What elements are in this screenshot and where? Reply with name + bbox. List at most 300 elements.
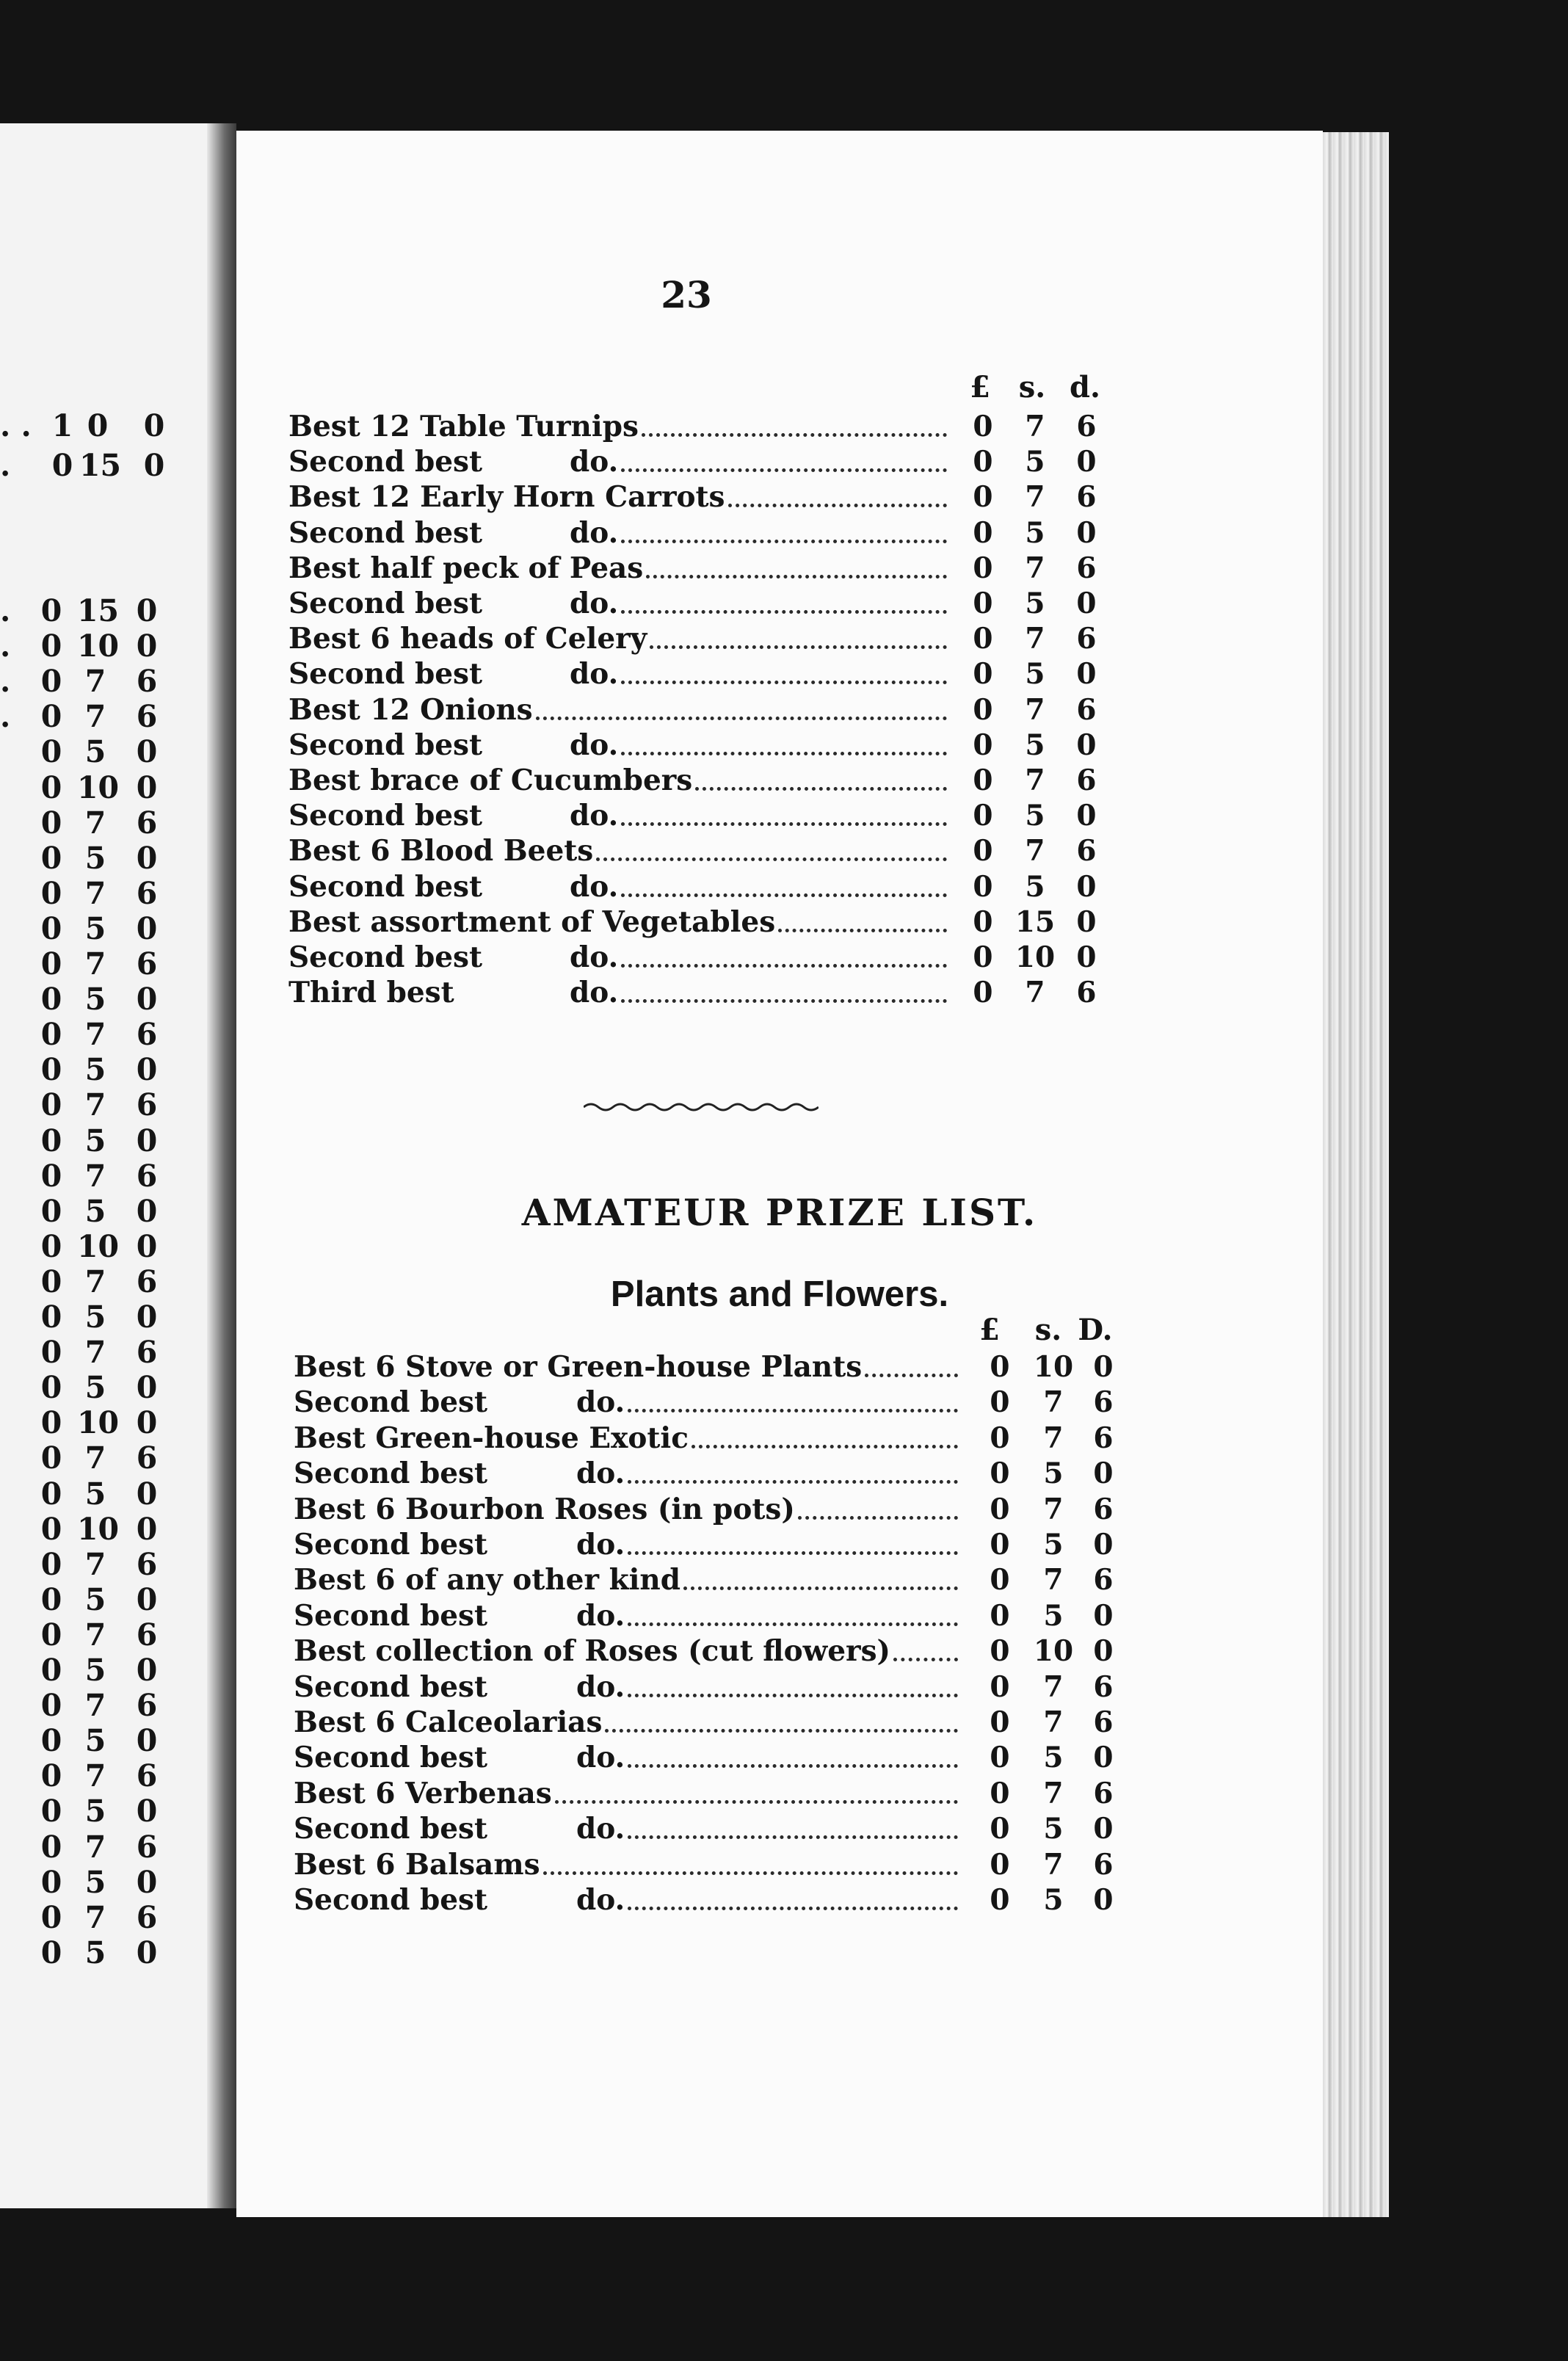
pounds-value: 0: [40, 1581, 62, 1617]
ditto-mark: do.: [576, 1741, 625, 1775]
shillings-value: 5: [84, 734, 106, 770]
pounds-value: 0: [40, 1511, 62, 1547]
pounds-value: 0: [40, 1228, 62, 1264]
prize-item-label: Second best: [294, 1457, 487, 1491]
prize-item-label: Best Green-house Exotic: [294, 1421, 689, 1455]
prize-row: [294, 1527, 1125, 1562]
prize-row: [288, 763, 1108, 798]
leader-dots: .: [0, 628, 11, 664]
leader-dots: .: [0, 448, 11, 483]
dot-leader: [692, 1445, 958, 1448]
pounds-value: 0: [990, 1812, 1010, 1846]
prize-item-label: Best 12 Table Turnips: [288, 410, 639, 443]
prize-item-label: Second best: [288, 940, 482, 974]
left-table-row: [0, 448, 176, 483]
shillings-value: 7: [1043, 1776, 1064, 1810]
pence-value: 0: [1093, 1528, 1114, 1562]
prize-row: [294, 1882, 1125, 1918]
left-table-row: [0, 1900, 176, 1935]
dot-leader: [621, 540, 947, 543]
dot-leader: [605, 1729, 958, 1733]
dot-leader: [646, 575, 947, 579]
pence-value: 0: [136, 1794, 158, 1829]
pence-value: 6: [1093, 1421, 1114, 1455]
pence-value: 0: [1076, 869, 1097, 904]
shillings-value: 5: [84, 1723, 106, 1759]
prize-row: [288, 515, 1108, 551]
pence-value: 6: [1093, 1563, 1114, 1597]
ditto-mark: do.: [570, 445, 619, 479]
prize-item-label: Best 6 Balsams: [294, 1847, 540, 1882]
pounds-value: 0: [40, 1087, 62, 1123]
pounds-value: 0: [973, 551, 993, 585]
pounds-value: 0: [40, 1017, 62, 1053]
pounds-value: 0: [990, 1598, 1010, 1633]
left-table-row: [0, 1087, 176, 1123]
pounds-value: 0: [40, 840, 62, 876]
left-table-row: [0, 1158, 176, 1194]
pence-value: 0: [136, 910, 158, 946]
shillings-value: 7: [84, 1335, 106, 1371]
prize-row: [294, 1562, 1125, 1597]
left-table-row: [0, 1865, 176, 1900]
pounds-value: 0: [40, 946, 62, 982]
shillings-value: 5: [84, 982, 106, 1018]
prize-item-label: Best 6 Stove or Green-house Plants: [294, 1350, 863, 1384]
pounds-value: 0: [973, 515, 993, 550]
pence-value: 0: [1076, 799, 1097, 833]
prize-row: [288, 728, 1108, 763]
prize-row: [294, 1492, 1125, 1527]
shillings-value: 10: [77, 1228, 120, 1264]
left-table-row: [0, 805, 176, 841]
dot-leader: [893, 1658, 958, 1661]
pence-value: 6: [1093, 1776, 1114, 1810]
pounds-value: 0: [990, 1421, 1010, 1455]
shillings-value: 5: [1025, 657, 1045, 692]
prize-item-label: Best half peck of Peas: [288, 551, 644, 585]
pounds-value: 0: [40, 1758, 62, 1794]
shillings-value: 5: [84, 1794, 106, 1829]
prize-row: [294, 1633, 1125, 1669]
pounds-value: 0: [40, 1335, 62, 1371]
pounds-value: 0: [973, 976, 993, 1010]
pounds-value: 0: [51, 448, 73, 483]
shillings-value: 7: [84, 1017, 106, 1053]
left-table-row: [0, 1829, 176, 1865]
pounds-value: 0: [40, 769, 62, 805]
shillings-value: 7: [84, 1546, 106, 1582]
prize-row: [294, 1740, 1125, 1775]
pounds-value: 0: [990, 1350, 1010, 1384]
pounds-value: 0: [40, 734, 62, 770]
prize-row: [288, 409, 1108, 444]
dot-leader: [865, 1374, 958, 1377]
pence-value: 0: [136, 1723, 158, 1759]
shillings-value: 5: [1025, 515, 1045, 550]
left-table-row: [0, 1052, 176, 1087]
pounds-value: 0: [990, 1457, 1010, 1491]
ditto-mark: do.: [576, 1883, 625, 1917]
left-table-row: [0, 1512, 176, 1547]
left-table-row: [0, 841, 176, 876]
left-table-row: [0, 1688, 176, 1723]
dot-leader: [536, 717, 947, 720]
pounds-value: 0: [40, 1263, 62, 1299]
shillings-value: 15: [77, 593, 120, 628]
pounds-value: 0: [40, 1653, 62, 1688]
pence-value: 0: [1093, 1883, 1114, 1917]
shillings-value: 10: [77, 1511, 120, 1547]
pence-value: 6: [1093, 1669, 1114, 1704]
prize-item-label: Second best: [294, 1669, 487, 1704]
pounds-value: 0: [990, 1883, 1010, 1917]
shillings-value: 10: [1015, 940, 1056, 974]
pence-value: 6: [1093, 1385, 1114, 1420]
pence-value: 6: [1076, 410, 1097, 443]
ditto-mark: do.: [576, 1598, 625, 1633]
pence-value: 6: [1093, 1492, 1114, 1526]
dot-leader: [728, 504, 947, 507]
ditto-mark: do.: [570, 940, 619, 974]
pounds-header: £: [979, 1313, 1000, 1347]
pence-value: 6: [1076, 764, 1097, 797]
prize-row: [288, 833, 1108, 868]
pounds-value: 0: [990, 1705, 1010, 1739]
page-edges: [1323, 132, 1389, 2217]
pounds-value: 0: [40, 1158, 62, 1194]
pounds-value: 0: [973, 657, 993, 692]
dot-leader: [778, 929, 947, 932]
pounds-value: 0: [40, 664, 62, 700]
prize-item-label: Best 12 Onions: [288, 692, 533, 727]
ditto-mark: do.: [576, 1385, 625, 1420]
dot-leader: [642, 433, 947, 437]
section-subtitle: Plants and Flowers.: [610, 1274, 949, 1314]
pounds-value: 0: [973, 410, 993, 443]
pounds-value: 0: [40, 628, 62, 664]
dot-leader: [543, 1871, 958, 1875]
pounds-value: 0: [40, 1794, 62, 1829]
prize-item-label: Second best: [288, 445, 482, 479]
dot-leader: [621, 681, 947, 684]
pence-value: 0: [136, 982, 158, 1018]
pence-value: 6: [1093, 1847, 1114, 1882]
left-table-row: [0, 1935, 176, 1970]
pence-value: 0: [1076, 587, 1097, 620]
pence-value: 6: [136, 805, 158, 841]
left-table-row: [0, 1229, 176, 1264]
shillings-value: 5: [84, 1581, 106, 1617]
pence-value: 0: [1076, 515, 1097, 550]
shillings-value: 5: [1025, 869, 1045, 904]
prize-row: [288, 869, 1108, 904]
shillings-value: 5: [84, 1864, 106, 1900]
shillings-value: 7: [84, 805, 106, 841]
shillings-value: 7: [1043, 1421, 1064, 1455]
pence-value: 6: [1076, 622, 1097, 656]
pence-value: 6: [136, 1158, 158, 1194]
pence-value: 0: [1076, 904, 1097, 939]
pence-value: 0: [136, 1370, 158, 1406]
shillings-value: 7: [84, 1829, 106, 1865]
prize-row: [288, 621, 1108, 656]
pence-value: 0: [1093, 1457, 1114, 1491]
pounds-value: 0: [40, 982, 62, 1018]
pounds-value: 0: [973, 692, 993, 727]
pence-value: 0: [1093, 1350, 1114, 1384]
shillings-value: 5: [1025, 587, 1045, 620]
ditto-mark: do.: [576, 1528, 625, 1562]
pounds-value: 0: [40, 593, 62, 628]
shillings-value: 7: [1025, 764, 1045, 797]
prize-item-label: Best brace of Cucumbers: [288, 764, 693, 797]
prize-row: [294, 1456, 1125, 1491]
shillings-value: 7: [1043, 1385, 1064, 1420]
shillings-value: 5: [84, 1052, 106, 1088]
pence-value: 6: [1076, 834, 1097, 868]
shillings-value: 10: [77, 628, 120, 664]
pence-value: 6: [1093, 1705, 1114, 1739]
dot-leader: [621, 999, 947, 1003]
pounds-value: 0: [973, 480, 993, 515]
shillings-value: 7: [1043, 1669, 1064, 1704]
shillings-value: 7: [1025, 834, 1045, 868]
shillings-value: 7: [84, 875, 106, 911]
ditto-mark: do.: [570, 799, 619, 833]
section-title: AMATEUR PRIZE LIST.: [521, 1191, 1038, 1234]
pounds-value: 0: [40, 1193, 62, 1229]
pence-header: d.: [1070, 370, 1100, 405]
prize-item-label: Best assortment of Vegetables: [288, 904, 776, 939]
prize-row: [294, 1385, 1125, 1420]
prize-row: [294, 1669, 1125, 1705]
prize-row: [294, 1705, 1125, 1740]
pounds-value: 0: [973, 728, 993, 762]
prize-item-label: Second best: [294, 1528, 487, 1562]
shillings-value: 5: [84, 1123, 106, 1158]
pounds-value: 0: [40, 805, 62, 841]
dot-leader: [628, 1480, 958, 1484]
left-table-row: [0, 664, 176, 699]
pence-value: 0: [1076, 657, 1097, 692]
left-table-row: [0, 1370, 176, 1405]
dot-leader: [628, 1764, 958, 1768]
left-table-row: [0, 1617, 176, 1653]
pounds-value: 0: [40, 1052, 62, 1088]
pence-value: 0: [143, 408, 165, 443]
pence-value: 0: [136, 769, 158, 805]
pounds-value: 0: [973, 834, 993, 868]
pence-value: 6: [1076, 551, 1097, 585]
pence-value: 0: [136, 1193, 158, 1229]
left-table-row: [0, 699, 176, 734]
left-table-row: [0, 1194, 176, 1229]
dot-leader: [798, 1516, 958, 1520]
shillings-value: 7: [1025, 976, 1045, 1010]
shillings-value: 7: [84, 664, 106, 700]
pence-value: 0: [136, 628, 158, 664]
leader-dots: .: [0, 664, 11, 700]
prize-item-label: Second best: [288, 657, 482, 692]
pence-header: D.: [1078, 1313, 1113, 1347]
pence-value: 0: [136, 1653, 158, 1688]
ditto-mark: do.: [570, 976, 619, 1010]
left-table-row: [0, 1335, 176, 1370]
prize-item-label: Second best: [294, 1812, 487, 1846]
leader-dots: . .: [0, 408, 32, 443]
pence-value: 0: [136, 1581, 158, 1617]
ditto-mark: do.: [570, 728, 619, 762]
left-table-row: [0, 1123, 176, 1158]
shillings-value: 7: [1043, 1563, 1064, 1597]
pence-value: 6: [136, 1899, 158, 1935]
pence-value: 6: [136, 1829, 158, 1865]
prize-row: [288, 975, 1108, 1010]
pence-value: 0: [1093, 1634, 1114, 1669]
prize-item-label: Best 6 heads of Celery: [288, 622, 647, 656]
prize-row: [294, 1811, 1125, 1846]
pounds-value: 0: [990, 1492, 1010, 1526]
pounds-header: £: [970, 370, 990, 405]
pence-value: 0: [136, 1052, 158, 1088]
prize-row: [294, 1349, 1125, 1385]
prize-row: [294, 1598, 1125, 1633]
pounds-value: 0: [40, 1476, 62, 1512]
prize-item-label: Second best: [294, 1385, 487, 1420]
pounds-value: 0: [40, 1546, 62, 1582]
left-table-row: [0, 770, 176, 805]
dot-leader: [621, 752, 947, 755]
shillings-value: 5: [1025, 799, 1045, 833]
pence-value: 0: [136, 840, 158, 876]
prize-row: [288, 479, 1108, 515]
left-table-row: [0, 1440, 176, 1476]
dot-leader: [628, 1622, 958, 1626]
pounds-value: 0: [990, 1847, 1010, 1882]
left-table-row: [0, 876, 176, 911]
pounds-value: 0: [973, 622, 993, 656]
pence-value: 6: [136, 664, 158, 700]
prize-item-label: Best collection of Roses (cut flowers): [294, 1634, 891, 1669]
pounds-value: 0: [40, 1440, 62, 1476]
pence-value: 0: [136, 1228, 158, 1264]
pence-value: 6: [1076, 692, 1097, 727]
pounds-value: 0: [40, 910, 62, 946]
dot-leader: [621, 610, 947, 614]
left-table-row: [0, 1758, 176, 1794]
shillings-value: 7: [84, 1688, 106, 1724]
shillings-value: 7: [84, 1758, 106, 1794]
left-table-row: [0, 628, 176, 664]
prize-item-label: Second best: [288, 587, 482, 620]
book-gutter: [207, 123, 236, 2208]
shillings-value: 7: [84, 1087, 106, 1123]
dot-leader: [621, 468, 947, 472]
pence-value: 6: [1076, 480, 1097, 515]
prize-row: [288, 904, 1108, 940]
shillings-value: 7: [84, 1440, 106, 1476]
pence-value: 0: [1076, 728, 1097, 762]
pence-value: 6: [136, 1263, 158, 1299]
pence-value: 0: [136, 593, 158, 628]
pence-value: 0: [136, 1405, 158, 1441]
pence-value: 6: [136, 699, 158, 735]
shillings-value: 7: [84, 1617, 106, 1653]
pence-value: 6: [136, 1087, 158, 1123]
left-table-row: [0, 911, 176, 946]
shillings-value: 5: [84, 1653, 106, 1688]
shillings-value: 5: [84, 1934, 106, 1970]
left-table-row: [0, 734, 176, 769]
dot-leader: [621, 822, 947, 826]
pounds-value: 0: [973, 764, 993, 797]
prize-item-label: Best 6 Bourbon Roses (in pots): [294, 1492, 795, 1526]
prize-item-label: Second best: [288, 728, 482, 762]
prize-item-label: Best 12 Early Horn Carrots: [288, 480, 725, 515]
pounds-value: 0: [990, 1528, 1010, 1562]
pounds-value: 0: [40, 1299, 62, 1335]
pounds-value: 0: [40, 875, 62, 911]
pence-value: 0: [143, 448, 165, 483]
shillings-value: 7: [1043, 1492, 1064, 1526]
pence-value: 6: [136, 875, 158, 911]
ditto-mark: do.: [570, 657, 619, 692]
ditto-mark: do.: [576, 1457, 625, 1491]
shillings-value: 10: [77, 1405, 120, 1441]
pounds-value: 0: [40, 1405, 62, 1441]
shillings-value: 15: [1015, 904, 1056, 939]
pounds-value: 0: [990, 1776, 1010, 1810]
shillings-value: 5: [1025, 445, 1045, 479]
pence-value: 0: [1093, 1812, 1114, 1846]
prize-item-label: Second best: [288, 515, 482, 550]
pounds-value: 0: [990, 1563, 1010, 1597]
pounds-value: 1: [51, 408, 73, 443]
shillings-value: 5: [1043, 1812, 1064, 1846]
left-table-row: [0, 1405, 176, 1440]
pounds-value: 0: [973, 904, 993, 939]
prize-row: [288, 551, 1108, 586]
shillings-value: 7: [84, 699, 106, 735]
shillings-value: 5: [84, 1370, 106, 1406]
shillings-header: s.: [1018, 370, 1046, 405]
prize-row: [288, 586, 1108, 621]
prize-row: [288, 798, 1108, 833]
pence-value: 0: [136, 1864, 158, 1900]
pounds-value: 0: [40, 1617, 62, 1653]
shillings-value: 7: [1025, 410, 1045, 443]
pence-value: 0: [1093, 1598, 1114, 1633]
dot-leader: [621, 893, 947, 897]
dot-leader: [596, 857, 947, 861]
shillings-value: 10: [77, 769, 120, 805]
pounds-value: 0: [40, 1370, 62, 1406]
pounds-value: 0: [973, 799, 993, 833]
dot-leader: [683, 1586, 958, 1590]
prize-item-label: Second best: [294, 1741, 487, 1775]
left-table-row: [0, 1723, 176, 1758]
pounds-value: 0: [990, 1669, 1010, 1704]
ditto-mark: do.: [570, 587, 619, 620]
pence-value: 6: [136, 1688, 158, 1724]
pence-value: 6: [136, 946, 158, 982]
leader-dots: .: [0, 593, 11, 628]
wavy-divider: [584, 1100, 819, 1114]
pounds-value: 0: [40, 1864, 62, 1900]
pence-value: 0: [1076, 940, 1097, 974]
shillings-value: 5: [84, 1193, 106, 1229]
